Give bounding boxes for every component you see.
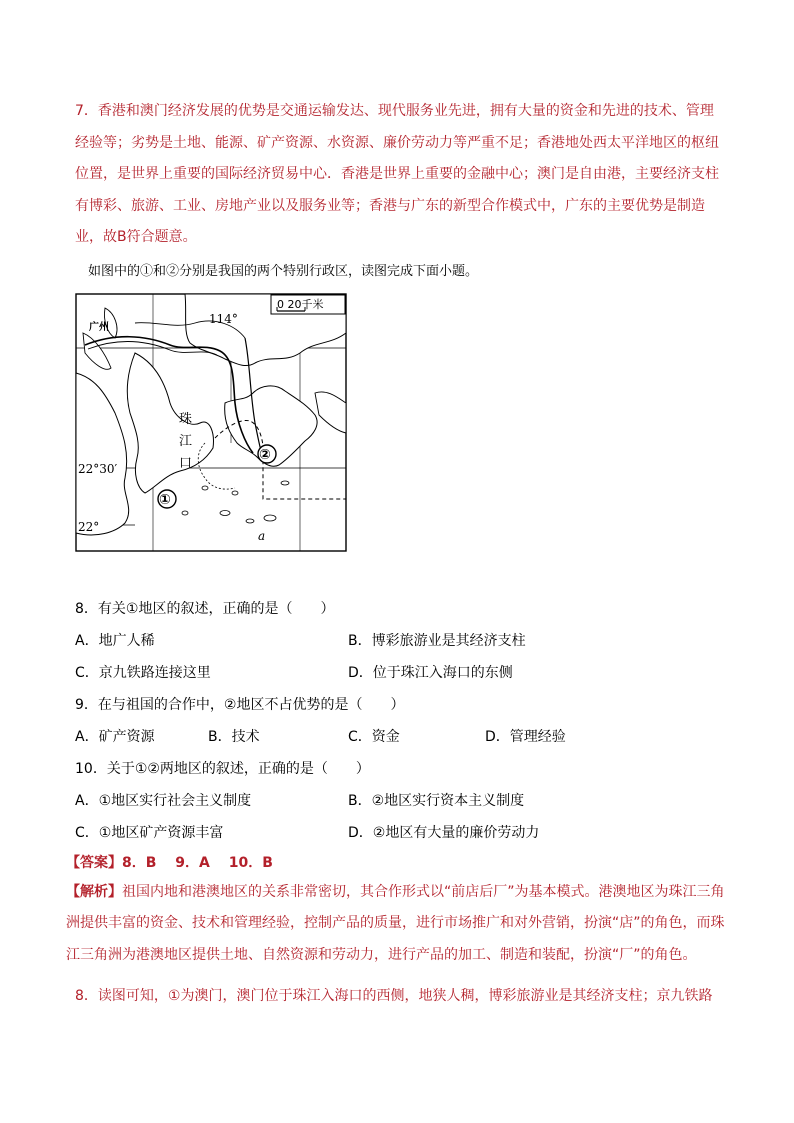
map-scale: 0 20千米 [277, 298, 324, 311]
q10-option-b: B．②地区实行资本主义制度 [348, 793, 525, 809]
answer-tag: 【答案】 [66, 855, 122, 871]
map-river-label-1: 珠 [179, 412, 193, 427]
q10-stem: 10．关于①②两地区的叙述，正确的是（ ） [75, 761, 370, 777]
q9-option-a: A．矿产资源 [75, 729, 155, 745]
q9-option-c: C．资金 [348, 729, 400, 745]
q9-stem: 9．在与祖国的合作中，②地区不占优势的是（ ） [75, 697, 405, 713]
map-latitude-2: 22° [78, 520, 100, 534]
map-river-label-3: 口 [179, 456, 193, 471]
map-city-guangzhou: 广州 [89, 322, 109, 333]
q9-option-b: B．技术 [208, 729, 260, 745]
analysis-text: 祖国内地和港澳地区的关系非常密切，其合作形式以“前店后厂”为基本模式。港澳地区为珠江三角洲提供丰富的资金、技术和管理经验，控制产品的质量，进行市场推广和对外营销，扮演“店”的角色，而珠江三角洲为港澳地区提供土地、自然资源和劳动力，进行产品的加工、制造和装配，扮演“厂”的角色。 [66, 883, 725, 963]
map-letter-a: a [258, 529, 266, 543]
map-latitude-1: 22°30′ [78, 462, 118, 476]
q8-option-d: D．位于珠江入海口的东侧 [348, 665, 513, 681]
q10-option-a: A．①地区实行社会主义制度 [75, 793, 252, 809]
q10-option-c: C．①地区矿产资源丰富 [75, 825, 224, 841]
question-intro: 如图中的①和②分别是我国的两个特别行政区，读图完成下面小题。 [88, 264, 479, 279]
answer-text: 8．B 9．A 10．B [122, 855, 273, 871]
explanation-7: 7．香港和澳门经济发展的优势是交通运输发达、现代服务业先进，拥有大量的资金和先进的技术、管理经验等；劣势是土地、能源、矿产资源、水资源、廉价劳动力等严重不足；香港地处西太平洋地区的枢纽位置，是世界上重要的国际经济贸易中心．香港是世界上重要的金融中心；澳门是自由港，主要经济支柱有博彩、旅游、工业、房地产业以及服务业等；香港与广东的新型合作模式中，广东的主要优势是制造业，故B符合题意。 [75, 103, 719, 246]
q8-option-b: B．博彩旅游业是其经济支柱 [348, 633, 526, 649]
map-longitude: 114° [209, 312, 238, 326]
q8-stem: 8．有关①地区的叙述，正确的是（ ） [75, 601, 335, 617]
q9-option-d: D．管理经验 [485, 729, 566, 745]
q8-option-c: C．京九铁路连接这里 [75, 665, 211, 681]
map-marker-1: ① [159, 492, 171, 508]
map-marker-2: ② [259, 447, 271, 463]
analysis-tag: 【解析】 [66, 883, 122, 900]
q10-option-d: D．②地区有大量的廉价劳动力 [348, 825, 540, 841]
q8-option-a: A．地广人稀 [75, 633, 155, 649]
map-river-label-2: 江 [179, 434, 193, 449]
explanation-8: 8．读图可知，①为澳门，澳门位于珠江入海口的西侧，地狭人稠，博彩旅游业是其经济支柱；京九铁路 [75, 988, 713, 1004]
analysis-block [66, 845, 726, 971]
pearl-river-delta-map [75, 293, 347, 552]
